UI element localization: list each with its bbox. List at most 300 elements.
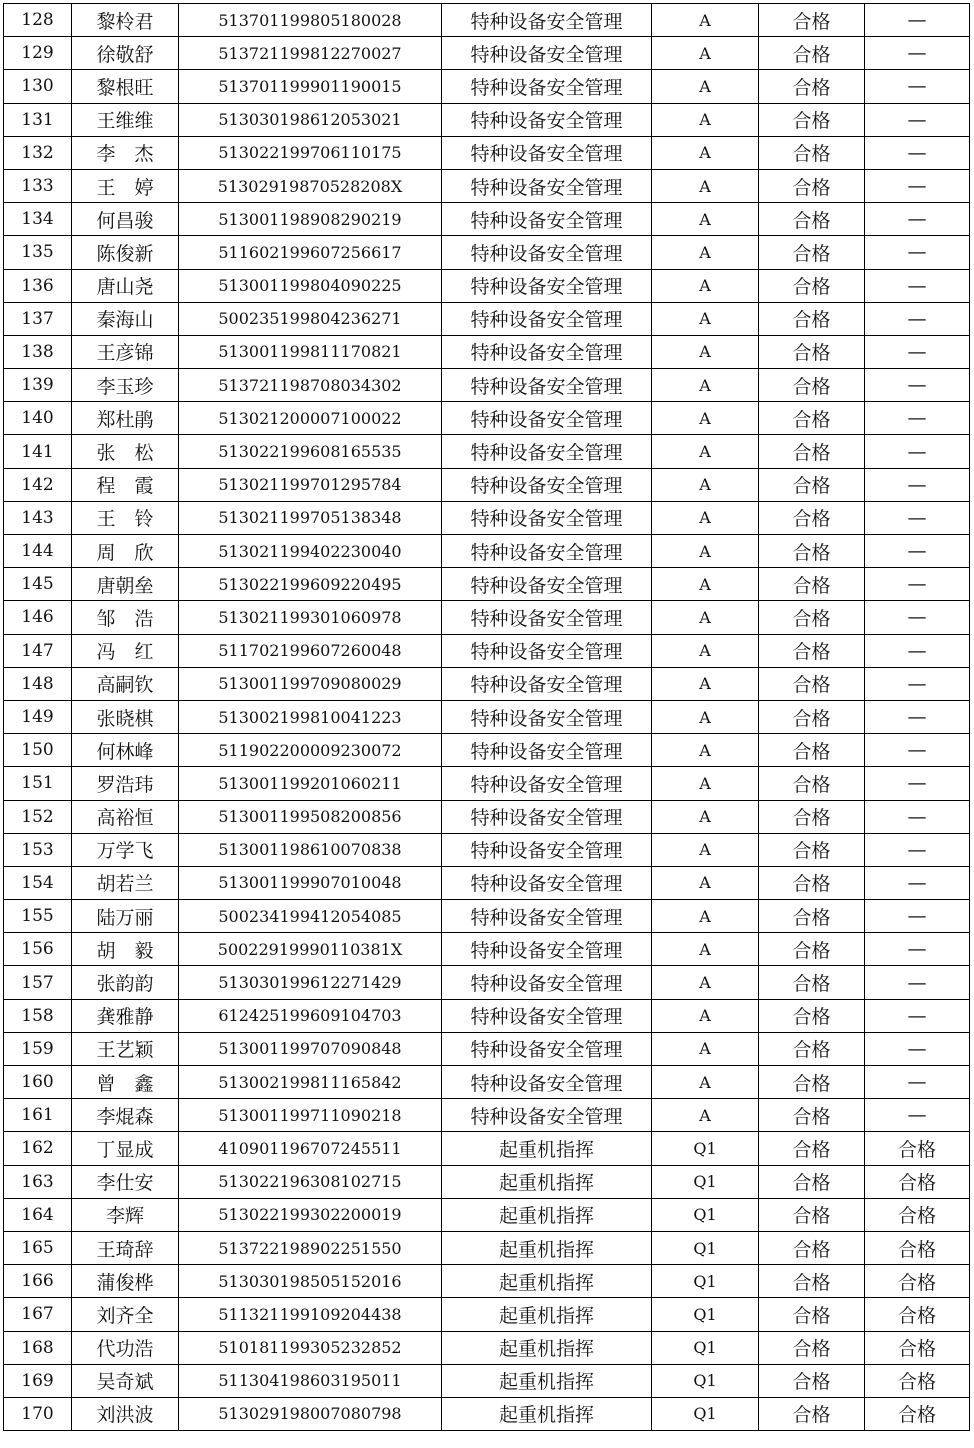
theory-result-cell: 合格 bbox=[759, 1231, 865, 1264]
row-number-cell: 153 bbox=[4, 833, 72, 866]
theory-result-cell: 合格 bbox=[759, 700, 865, 733]
operation-item-cell: 特种设备安全管理 bbox=[442, 634, 652, 667]
item-code-cell: A bbox=[652, 203, 759, 236]
table-row bbox=[4, 335, 970, 368]
table-row bbox=[4, 236, 970, 269]
operation-item-cell: 起重机指挥 bbox=[442, 1165, 652, 1198]
operation-item-cell: 起重机指挥 bbox=[442, 1132, 652, 1165]
row-number-cell: 163 bbox=[4, 1165, 72, 1198]
practical-result-cell: 合格 bbox=[865, 1298, 970, 1331]
row-number-cell: 162 bbox=[4, 1132, 72, 1165]
id-number-cell: 511902200009230072 bbox=[179, 734, 442, 767]
practical-result-cell: 合格 bbox=[865, 1132, 970, 1165]
theory-result-cell: 合格 bbox=[759, 70, 865, 103]
item-code-cell: A bbox=[652, 833, 759, 866]
item-code-cell: Q1 bbox=[652, 1265, 759, 1298]
operation-item-cell: 特种设备安全管理 bbox=[442, 601, 652, 634]
operation-item-cell: 特种设备安全管理 bbox=[442, 103, 652, 136]
table-row bbox=[4, 700, 970, 733]
id-number-cell: 513701199805180028 bbox=[179, 4, 442, 37]
row-number-cell: 152 bbox=[4, 800, 72, 833]
id-number-cell: 513002199811165842 bbox=[179, 1066, 442, 1099]
item-code-cell: A bbox=[652, 700, 759, 733]
table-row bbox=[4, 103, 970, 136]
operation-item-cell: 特种设备安全管理 bbox=[442, 568, 652, 601]
practical-result-cell: — bbox=[865, 236, 970, 269]
practical-result-cell: — bbox=[865, 966, 970, 999]
theory-result-cell: 合格 bbox=[759, 335, 865, 368]
theory-result-cell: 合格 bbox=[759, 833, 865, 866]
operation-item-cell: 特种设备安全管理 bbox=[442, 1032, 652, 1065]
results-table bbox=[3, 3, 970, 1431]
operation-item-cell: 特种设备安全管理 bbox=[442, 236, 652, 269]
id-number-cell: 50022919990110381X bbox=[179, 933, 442, 966]
person-name-cell: 代功浩 bbox=[72, 1331, 179, 1364]
item-code-cell: A bbox=[652, 1032, 759, 1065]
item-code-cell: A bbox=[652, 634, 759, 667]
theory-result-cell: 合格 bbox=[759, 1198, 865, 1231]
operation-item-cell: 起重机指挥 bbox=[442, 1198, 652, 1231]
practical-result-cell: 合格 bbox=[865, 1265, 970, 1298]
item-code-cell: A bbox=[652, 269, 759, 302]
table-row bbox=[4, 1032, 970, 1065]
theory-result-cell: 合格 bbox=[759, 1165, 865, 1198]
table-row bbox=[4, 369, 970, 402]
person-name-cell: 吴奇斌 bbox=[72, 1364, 179, 1397]
operation-item-cell: 特种设备安全管理 bbox=[442, 700, 652, 733]
person-name-cell: 王 婷 bbox=[72, 169, 179, 202]
person-name-cell: 李玉珍 bbox=[72, 369, 179, 402]
item-code-cell: Q1 bbox=[652, 1331, 759, 1364]
item-code-cell: A bbox=[652, 37, 759, 70]
row-number-cell: 142 bbox=[4, 468, 72, 501]
person-name-cell: 曾 鑫 bbox=[72, 1066, 179, 1099]
person-name-cell: 万学飞 bbox=[72, 833, 179, 866]
id-number-cell: 511702199607260048 bbox=[179, 634, 442, 667]
theory-result-cell: 合格 bbox=[759, 103, 865, 136]
table-row bbox=[4, 601, 970, 634]
practical-result-cell: 合格 bbox=[865, 1231, 970, 1264]
operation-item-cell: 特种设备安全管理 bbox=[442, 800, 652, 833]
person-name-cell: 王艺颖 bbox=[72, 1032, 179, 1065]
id-number-cell: 513021199705138348 bbox=[179, 501, 442, 534]
theory-result-cell: 合格 bbox=[759, 1132, 865, 1165]
operation-item-cell: 特种设备安全管理 bbox=[442, 435, 652, 468]
row-number-cell: 141 bbox=[4, 435, 72, 468]
practical-result-cell: — bbox=[865, 866, 970, 899]
person-name-cell: 王彦锦 bbox=[72, 335, 179, 368]
practical-result-cell: — bbox=[865, 933, 970, 966]
table-row bbox=[4, 302, 970, 335]
theory-result-cell: 合格 bbox=[759, 435, 865, 468]
table-row bbox=[4, 866, 970, 899]
row-number-cell: 139 bbox=[4, 369, 72, 402]
table-row bbox=[4, 999, 970, 1032]
table-row bbox=[4, 1132, 970, 1165]
id-number-cell: 511321199109204438 bbox=[179, 1298, 442, 1331]
practical-result-cell: — bbox=[865, 667, 970, 700]
person-name-cell: 黎柃君 bbox=[72, 4, 179, 37]
person-name-cell: 唐朝垒 bbox=[72, 568, 179, 601]
id-number-cell: 513001199711090218 bbox=[179, 1099, 442, 1132]
row-number-cell: 149 bbox=[4, 700, 72, 733]
table-row bbox=[4, 1198, 970, 1231]
theory-result-cell: 合格 bbox=[759, 866, 865, 899]
id-number-cell: 612425199609104703 bbox=[179, 999, 442, 1032]
theory-result-cell: 合格 bbox=[759, 302, 865, 335]
theory-result-cell: 合格 bbox=[759, 568, 865, 601]
id-number-cell: 51302919870528208X bbox=[179, 169, 442, 202]
id-number-cell: 513021200007100022 bbox=[179, 402, 442, 435]
table-row bbox=[4, 933, 970, 966]
id-number-cell: 513001199201060211 bbox=[179, 767, 442, 800]
id-number-cell: 513022199609220495 bbox=[179, 568, 442, 601]
person-name-cell: 张晓棋 bbox=[72, 700, 179, 733]
theory-result-cell: 合格 bbox=[759, 601, 865, 634]
operation-item-cell: 特种设备安全管理 bbox=[442, 535, 652, 568]
operation-item-cell: 起重机指挥 bbox=[442, 1298, 652, 1331]
person-name-cell: 刘洪波 bbox=[72, 1397, 179, 1430]
theory-result-cell: 合格 bbox=[759, 1265, 865, 1298]
theory-result-cell: 合格 bbox=[759, 634, 865, 667]
operation-item-cell: 特种设备安全管理 bbox=[442, 1066, 652, 1099]
operation-item-cell: 特种设备安全管理 bbox=[442, 866, 652, 899]
item-code-cell: A bbox=[652, 800, 759, 833]
table-row bbox=[4, 535, 970, 568]
row-number-cell: 132 bbox=[4, 136, 72, 169]
table-row bbox=[4, 833, 970, 866]
row-number-cell: 140 bbox=[4, 402, 72, 435]
theory-result-cell: 合格 bbox=[759, 402, 865, 435]
person-name-cell: 何林峰 bbox=[72, 734, 179, 767]
table-row bbox=[4, 4, 970, 37]
practical-result-cell: 合格 bbox=[865, 1198, 970, 1231]
table-row bbox=[4, 468, 970, 501]
item-code-cell: A bbox=[652, 402, 759, 435]
item-code-cell: A bbox=[652, 103, 759, 136]
id-number-cell: 513021199402230040 bbox=[179, 535, 442, 568]
theory-result-cell: 合格 bbox=[759, 1298, 865, 1331]
item-code-cell: A bbox=[652, 4, 759, 37]
row-number-cell: 131 bbox=[4, 103, 72, 136]
theory-result-cell: 合格 bbox=[759, 236, 865, 269]
table-row bbox=[4, 1231, 970, 1264]
operation-item-cell: 起重机指挥 bbox=[442, 1231, 652, 1264]
person-name-cell: 王琦辞 bbox=[72, 1231, 179, 1264]
table-row bbox=[4, 734, 970, 767]
operation-item-cell: 起重机指挥 bbox=[442, 1364, 652, 1397]
item-code-cell: Q1 bbox=[652, 1132, 759, 1165]
row-number-cell: 170 bbox=[4, 1397, 72, 1430]
person-name-cell: 程 霞 bbox=[72, 468, 179, 501]
person-name-cell: 郑杜鹃 bbox=[72, 402, 179, 435]
table-row bbox=[4, 203, 970, 236]
row-number-cell: 146 bbox=[4, 601, 72, 634]
id-number-cell: 513030198505152016 bbox=[179, 1265, 442, 1298]
item-code-cell: Q1 bbox=[652, 1198, 759, 1231]
row-number-cell: 136 bbox=[4, 269, 72, 302]
row-number-cell: 135 bbox=[4, 236, 72, 269]
id-number-cell: 513030198612053021 bbox=[179, 103, 442, 136]
item-code-cell: Q1 bbox=[652, 1298, 759, 1331]
id-number-cell: 513722198902251550 bbox=[179, 1231, 442, 1264]
operation-item-cell: 特种设备安全管理 bbox=[442, 833, 652, 866]
id-number-cell: 513721198708034302 bbox=[179, 369, 442, 402]
theory-result-cell: 合格 bbox=[759, 900, 865, 933]
item-code-cell: Q1 bbox=[652, 1165, 759, 1198]
practical-result-cell: — bbox=[865, 833, 970, 866]
person-name-cell: 冯 红 bbox=[72, 634, 179, 667]
row-number-cell: 157 bbox=[4, 966, 72, 999]
practical-result-cell: — bbox=[865, 800, 970, 833]
theory-result-cell: 合格 bbox=[759, 1099, 865, 1132]
row-number-cell: 167 bbox=[4, 1298, 72, 1331]
table-row bbox=[4, 1265, 970, 1298]
practical-result-cell: — bbox=[865, 501, 970, 534]
operation-item-cell: 起重机指挥 bbox=[442, 1331, 652, 1364]
person-name-cell: 罗浩玮 bbox=[72, 767, 179, 800]
person-name-cell: 胡 毅 bbox=[72, 933, 179, 966]
theory-result-cell: 合格 bbox=[759, 767, 865, 800]
item-code-cell: A bbox=[652, 369, 759, 402]
item-code-cell: A bbox=[652, 933, 759, 966]
theory-result-cell: 合格 bbox=[759, 734, 865, 767]
id-number-cell: 511304198603195011 bbox=[179, 1364, 442, 1397]
operation-item-cell: 起重机指挥 bbox=[442, 1397, 652, 1430]
item-code-cell: Q1 bbox=[652, 1397, 759, 1430]
theory-result-cell: 合格 bbox=[759, 501, 865, 534]
person-name-cell: 李辉 bbox=[72, 1198, 179, 1231]
id-number-cell: 513001199707090848 bbox=[179, 1032, 442, 1065]
practical-result-cell: — bbox=[865, 734, 970, 767]
person-name-cell: 高嗣钦 bbox=[72, 667, 179, 700]
practical-result-cell: — bbox=[865, 4, 970, 37]
item-code-cell: A bbox=[652, 601, 759, 634]
item-code-cell: A bbox=[652, 999, 759, 1032]
id-number-cell: 500235199804236271 bbox=[179, 302, 442, 335]
row-number-cell: 168 bbox=[4, 1331, 72, 1364]
table-row bbox=[4, 136, 970, 169]
person-name-cell: 龚雅静 bbox=[72, 999, 179, 1032]
operation-item-cell: 特种设备安全管理 bbox=[442, 169, 652, 202]
practical-result-cell: — bbox=[865, 203, 970, 236]
practical-result-cell: — bbox=[865, 369, 970, 402]
person-name-cell: 徐敬舒 bbox=[72, 37, 179, 70]
table-body bbox=[4, 4, 970, 1431]
person-name-cell: 李焜森 bbox=[72, 1099, 179, 1132]
id-number-cell: 513022199608165535 bbox=[179, 435, 442, 468]
row-number-cell: 169 bbox=[4, 1364, 72, 1397]
id-number-cell: 513001199907010048 bbox=[179, 866, 442, 899]
row-number-cell: 158 bbox=[4, 999, 72, 1032]
operation-item-cell: 起重机指挥 bbox=[442, 1265, 652, 1298]
row-number-cell: 166 bbox=[4, 1265, 72, 1298]
operation-item-cell: 特种设备安全管理 bbox=[442, 667, 652, 700]
person-name-cell: 陆万丽 bbox=[72, 900, 179, 933]
table-row bbox=[4, 269, 970, 302]
person-name-cell: 王 铃 bbox=[72, 501, 179, 534]
practical-result-cell: — bbox=[865, 634, 970, 667]
theory-result-cell: 合格 bbox=[759, 1397, 865, 1430]
operation-item-cell: 特种设备安全管理 bbox=[442, 4, 652, 37]
theory-result-cell: 合格 bbox=[759, 37, 865, 70]
id-number-cell: 410901196707245511 bbox=[179, 1132, 442, 1165]
table-row bbox=[4, 634, 970, 667]
practical-result-cell: — bbox=[865, 1099, 970, 1132]
item-code-cell: A bbox=[652, 1099, 759, 1132]
theory-result-cell: 合格 bbox=[759, 203, 865, 236]
operation-item-cell: 特种设备安全管理 bbox=[442, 1099, 652, 1132]
practical-result-cell: — bbox=[865, 136, 970, 169]
operation-item-cell: 特种设备安全管理 bbox=[442, 999, 652, 1032]
item-code-cell: A bbox=[652, 767, 759, 800]
table-row bbox=[4, 966, 970, 999]
practical-result-cell: — bbox=[865, 269, 970, 302]
practical-result-cell: 合格 bbox=[865, 1397, 970, 1430]
operation-item-cell: 特种设备安全管理 bbox=[442, 933, 652, 966]
theory-result-cell: 合格 bbox=[759, 468, 865, 501]
id-number-cell: 513022199302200019 bbox=[179, 1198, 442, 1231]
theory-result-cell: 合格 bbox=[759, 269, 865, 302]
operation-item-cell: 特种设备安全管理 bbox=[442, 767, 652, 800]
row-number-cell: 147 bbox=[4, 634, 72, 667]
practical-result-cell: — bbox=[865, 402, 970, 435]
practical-result-cell: — bbox=[865, 103, 970, 136]
practical-result-cell: — bbox=[865, 767, 970, 800]
theory-result-cell: 合格 bbox=[759, 1066, 865, 1099]
theory-result-cell: 合格 bbox=[759, 136, 865, 169]
row-number-cell: 151 bbox=[4, 767, 72, 800]
id-number-cell: 513001198610070838 bbox=[179, 833, 442, 866]
practical-result-cell: — bbox=[865, 169, 970, 202]
operation-item-cell: 特种设备安全管理 bbox=[442, 468, 652, 501]
person-name-cell: 张 松 bbox=[72, 435, 179, 468]
person-name-cell: 秦海山 bbox=[72, 302, 179, 335]
row-number-cell: 156 bbox=[4, 933, 72, 966]
person-name-cell: 蒲俊桦 bbox=[72, 1265, 179, 1298]
operation-item-cell: 特种设备安全管理 bbox=[442, 501, 652, 534]
row-number-cell: 138 bbox=[4, 335, 72, 368]
practical-result-cell: — bbox=[865, 335, 970, 368]
operation-item-cell: 特种设备安全管理 bbox=[442, 369, 652, 402]
id-number-cell: 513030199612271429 bbox=[179, 966, 442, 999]
table-row bbox=[4, 800, 970, 833]
row-number-cell: 161 bbox=[4, 1099, 72, 1132]
practical-result-cell: — bbox=[865, 900, 970, 933]
person-name-cell: 高裕恒 bbox=[72, 800, 179, 833]
operation-item-cell: 特种设备安全管理 bbox=[442, 734, 652, 767]
person-name-cell: 何昌骏 bbox=[72, 203, 179, 236]
table-row bbox=[4, 1099, 970, 1132]
theory-result-cell: 合格 bbox=[759, 1364, 865, 1397]
theory-result-cell: 合格 bbox=[759, 933, 865, 966]
row-number-cell: 159 bbox=[4, 1032, 72, 1065]
operation-item-cell: 特种设备安全管理 bbox=[442, 70, 652, 103]
item-code-cell: A bbox=[652, 734, 759, 767]
operation-item-cell: 特种设备安全管理 bbox=[442, 966, 652, 999]
operation-item-cell: 特种设备安全管理 bbox=[442, 269, 652, 302]
practical-result-cell: — bbox=[865, 70, 970, 103]
id-number-cell: 513029198007080798 bbox=[179, 1397, 442, 1430]
id-number-cell: 513001198908290219 bbox=[179, 203, 442, 236]
id-number-cell: 513701199901190015 bbox=[179, 70, 442, 103]
table-row bbox=[4, 169, 970, 202]
theory-result-cell: 合格 bbox=[759, 1032, 865, 1065]
practical-result-cell: 合格 bbox=[865, 1165, 970, 1198]
item-code-cell: Q1 bbox=[652, 1231, 759, 1264]
table-row bbox=[4, 667, 970, 700]
item-code-cell: A bbox=[652, 900, 759, 933]
row-number-cell: 133 bbox=[4, 169, 72, 202]
theory-result-cell: 合格 bbox=[759, 369, 865, 402]
practical-result-cell: — bbox=[865, 568, 970, 601]
theory-result-cell: 合格 bbox=[759, 169, 865, 202]
row-number-cell: 165 bbox=[4, 1231, 72, 1264]
id-number-cell: 513001199811170821 bbox=[179, 335, 442, 368]
practical-result-cell: — bbox=[865, 999, 970, 1032]
person-name-cell: 黎根旺 bbox=[72, 70, 179, 103]
row-number-cell: 143 bbox=[4, 501, 72, 534]
theory-result-cell: 合格 bbox=[759, 999, 865, 1032]
row-number-cell: 137 bbox=[4, 302, 72, 335]
person-name-cell: 邹 浩 bbox=[72, 601, 179, 634]
id-number-cell: 513001199709080029 bbox=[179, 667, 442, 700]
person-name-cell: 李仕安 bbox=[72, 1165, 179, 1198]
practical-result-cell: 合格 bbox=[865, 1364, 970, 1397]
table-row bbox=[4, 568, 970, 601]
person-name-cell: 周 欣 bbox=[72, 535, 179, 568]
item-code-cell: A bbox=[652, 435, 759, 468]
row-number-cell: 155 bbox=[4, 900, 72, 933]
person-name-cell: 王维维 bbox=[72, 103, 179, 136]
row-number-cell: 130 bbox=[4, 70, 72, 103]
row-number-cell: 150 bbox=[4, 734, 72, 767]
practical-result-cell: — bbox=[865, 1032, 970, 1065]
id-number-cell: 513022196308102715 bbox=[179, 1165, 442, 1198]
practical-result-cell: 合格 bbox=[865, 1331, 970, 1364]
operation-item-cell: 特种设备安全管理 bbox=[442, 335, 652, 368]
item-code-cell: A bbox=[652, 335, 759, 368]
practical-result-cell: — bbox=[865, 535, 970, 568]
id-number-cell: 513022199706110175 bbox=[179, 136, 442, 169]
item-code-cell: A bbox=[652, 302, 759, 335]
table-row bbox=[4, 1165, 970, 1198]
item-code-cell: A bbox=[652, 866, 759, 899]
table-row bbox=[4, 767, 970, 800]
item-code-cell: A bbox=[652, 568, 759, 601]
item-code-cell: A bbox=[652, 667, 759, 700]
theory-result-cell: 合格 bbox=[759, 1331, 865, 1364]
person-name-cell: 李 杰 bbox=[72, 136, 179, 169]
practical-result-cell: — bbox=[865, 302, 970, 335]
id-number-cell: 513001199508200856 bbox=[179, 800, 442, 833]
table-row bbox=[4, 37, 970, 70]
theory-result-cell: 合格 bbox=[759, 800, 865, 833]
practical-result-cell: — bbox=[865, 1066, 970, 1099]
row-number-cell: 154 bbox=[4, 866, 72, 899]
practical-result-cell: — bbox=[865, 435, 970, 468]
item-code-cell: A bbox=[652, 535, 759, 568]
person-name-cell: 张韵韵 bbox=[72, 966, 179, 999]
operation-item-cell: 特种设备安全管理 bbox=[442, 302, 652, 335]
person-name-cell: 丁显成 bbox=[72, 1132, 179, 1165]
person-name-cell: 唐山尧 bbox=[72, 269, 179, 302]
row-number-cell: 129 bbox=[4, 37, 72, 70]
id-number-cell: 513721199812270027 bbox=[179, 37, 442, 70]
table-row bbox=[4, 900, 970, 933]
id-number-cell: 511602199607256617 bbox=[179, 236, 442, 269]
item-code-cell: A bbox=[652, 236, 759, 269]
